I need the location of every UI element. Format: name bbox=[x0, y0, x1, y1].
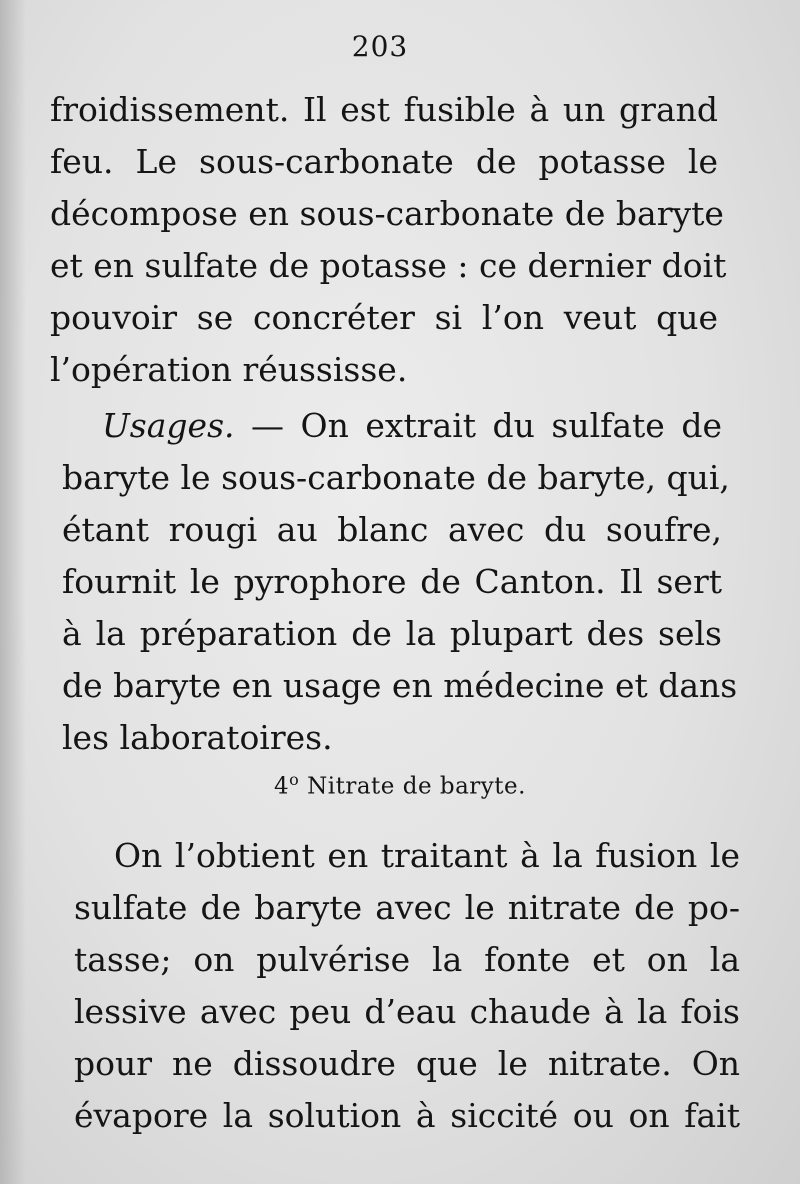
usages-lead-text: — On extrait du sulfate de bbox=[234, 406, 722, 445]
heading-title: Nitrate de baryte. bbox=[299, 773, 526, 800]
text-line: et en sulfate de potasse : ce dernier doit bbox=[50, 246, 727, 285]
text-line: On l’obtient en traitant à la fusion le bbox=[114, 836, 740, 875]
text-line: étant rougi au blanc avec du soufre, bbox=[62, 510, 722, 549]
text-line: de baryte en usage en médecine et dans bbox=[62, 666, 738, 705]
paragraph-usages bbox=[62, 400, 738, 764]
text-line: les laboratoires. bbox=[62, 718, 333, 757]
text-line: feu. Le sous-carbonate de potasse le bbox=[50, 142, 718, 181]
text-line: fournit le pyrophore de Canton. Il sert bbox=[62, 562, 722, 601]
text-line: lessive avec peu d’eau chaude à la fois bbox=[74, 992, 740, 1031]
text-line: pour ne dissoudre que le nitrate. On bbox=[74, 1044, 740, 1083]
text-line: évapore la solution à siccité ou on fait bbox=[74, 1096, 740, 1135]
heading-ordinal: o bbox=[289, 770, 300, 789]
section-heading bbox=[0, 770, 800, 800]
page-gutter-shadow bbox=[0, 0, 26, 1184]
text-line: l’opération réussisse. bbox=[50, 350, 408, 389]
usages-label: Usages. bbox=[102, 406, 235, 445]
text-line: à la préparation de la plupart des sels bbox=[62, 614, 722, 653]
text-line: pouvoir se concréter si l’on veut que bbox=[50, 298, 718, 337]
heading-number: 4 bbox=[274, 773, 290, 800]
text-line: sulfate de baryte avec le nitrate de po- bbox=[74, 888, 740, 927]
paragraph-1 bbox=[50, 84, 727, 396]
text-line: tasse; on pulvérise la fonte et on la bbox=[74, 940, 740, 979]
paragraph-3 bbox=[74, 830, 740, 1142]
text-line: froidissement. Il est fusible à un grand bbox=[50, 90, 718, 129]
text-line-lead bbox=[62, 400, 722, 452]
text-line: décompose en sous-carbonate de baryte bbox=[50, 194, 724, 233]
text-line: baryte le sous-carbonate de baryte, qui, bbox=[62, 458, 730, 497]
page-number: 203 bbox=[351, 30, 409, 63]
